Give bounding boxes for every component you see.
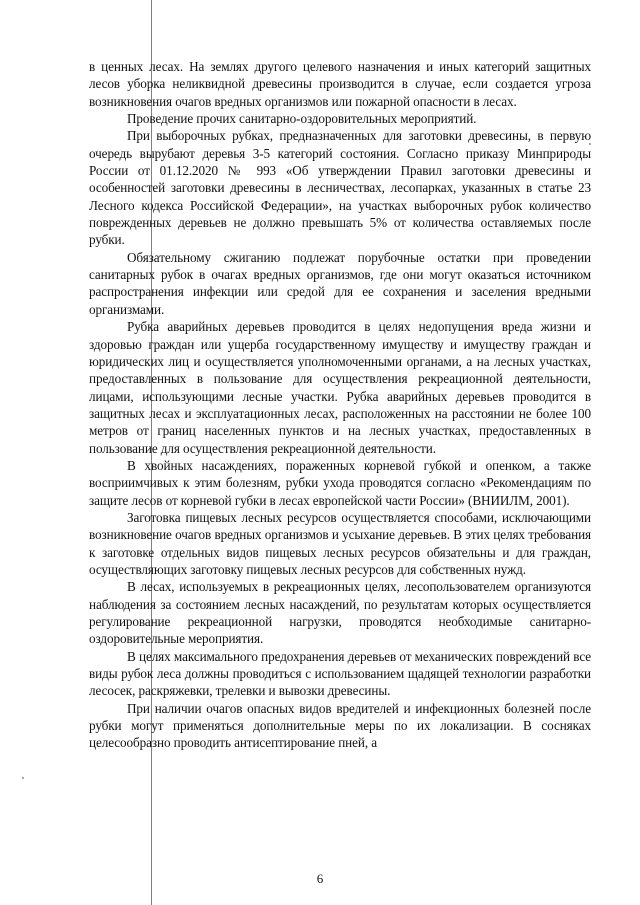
paragraph-continuation: в ценных лесах. На землях другого целевого назначения и иных категорий защитных лесов уборка неликвидной древесины производится в случае, если создается угроза возникновения очагов вредных организмов или пожарной опасности в лесах. <box>89 59 591 109</box>
paragraph-selective-felling: При выборочных рубках, предназначенных для заготовки древесины, в первую очередь вырубают деревья 3-5 категорий состояния. Согласно приказу Минприроды России от 01.12.2020 № 993 «Об утверждении Правил заготовки древесины и особенностей заготовки древесины в лесничествах, лесопарках, указанных в статье 23 Лесного кодекса Российской Федерации», на участках выборочных рубок количество поврежденных деревьев не должно превышать 5% от количества оставляемых после рубки. <box>89 128 591 248</box>
paragraph-burning-residues: Обязательному сжиганию подлежат порубочные остатки при проведении санитарных рубок в очагах вредных организмов, где они могут оказаться источником распространения инфекции или средой для ее сохранения и заселения вредными организмами. <box>89 249 591 317</box>
document-body <box>89 58 591 752</box>
paragraph-food-resources: Заготовка пищевых лесных ресурсов осуществляется способами, исключающими возникновение очагов вредных организмов и усыхание деревьев. В этих целях требования к заготовке отдельных видов пищевых лесных ресурсов обязательны и для граждан, осуществляющих заготовку пищевых лесных ресурсов для собственных нужд. <box>89 509 591 577</box>
paragraph-pest-localization: При наличии очагов опасных видов вредителей и инфекционных болезней после рубки могут применяться дополнительные меры по их локализации. В сосняках целесообразно проводить антисептирование пней, а <box>89 700 591 751</box>
paragraph-coniferous-stands: В хвойных насаждениях, пораженных корневой губкой и опенком, а также восприимчивых к этим болезням, рубки ухода проводятся согласно «Рекомендациям по защите лесов от корневой губки в лесах европейской части России» (ВНИИЛМ, 2001). <box>89 457 591 508</box>
scan-speck <box>22 777 24 779</box>
paragraph-damage-prevention: В целях максимального предохранения деревьев от механических повреждений все виды рубок леса должны проводиться с использованием щадящей технологии разработки лесосек, раскряжевки, трелевки и вывозки древесины. <box>89 648 591 699</box>
paragraph-hazard-trees: Рубка аварийных деревьев проводится в целях недопущения вреда жизни и здоровью граждан или ущерба государственному имуществу и имуществу граждан и юридических лиц и осуществляется уполномоченными органами, а на лесных участках, предоставленных в пользование для осуществления рекреационной деятельности, лицами, использующими лесные участки. Рубка аварийных деревьев проводится в защитных лесах и эксплуатационных лесах, расположенных на расстоянии не более 100 метров от границ населенных пунктов и на лесных участках, предоставленных в пользование для осуществления рекреационной деятельности. <box>89 319 591 456</box>
paragraph-recreational-forests: В лесах, используемых в рекреационных целях, лесопользователем организуются наблюдения за состоянием лесных насаждений, по результатам которых осуществляется регулирование рекреационной нагрузки, проводятся необходимые санитарно-оздоровительные мероприятия. <box>89 579 591 647</box>
page-number: 6 <box>316 871 324 886</box>
paragraph-sanitary-measures-heading: Проведение прочих санитарно-оздоровительных мероприятий. <box>127 111 477 127</box>
